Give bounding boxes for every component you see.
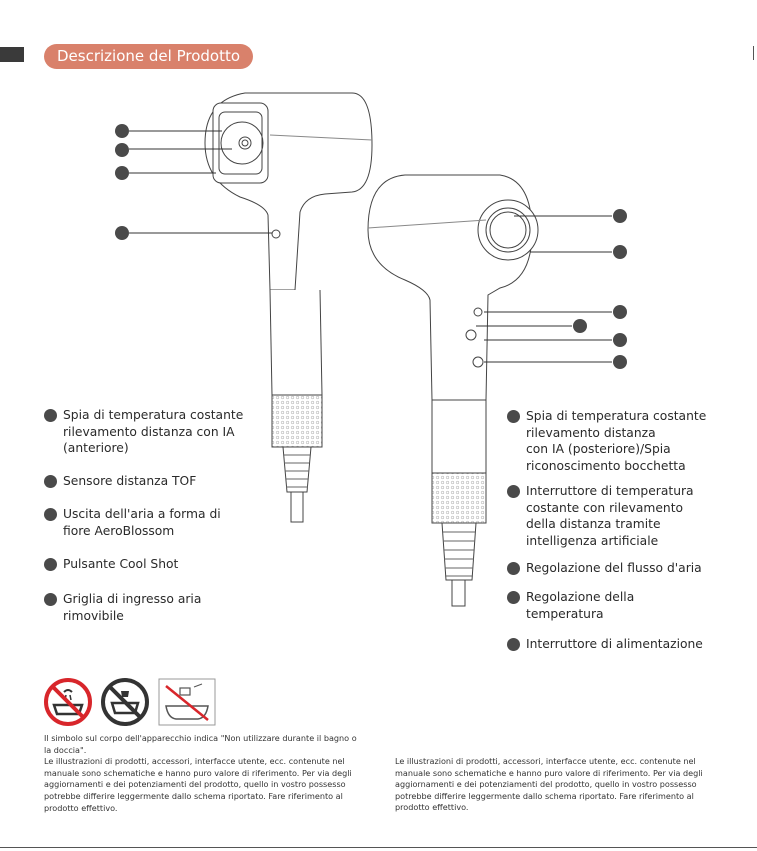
legend-marker bbox=[507, 410, 520, 423]
legend-item bbox=[507, 483, 694, 549]
dryer-front-handle bbox=[270, 290, 322, 395]
legend-label: Interruttore di alimentazione bbox=[526, 637, 703, 651]
legend-marker bbox=[507, 485, 520, 498]
legend-item bbox=[44, 591, 201, 624]
legend-label: Uscita dell'aria a forma di fiore AeroBlossom bbox=[63, 507, 221, 538]
legend-marker bbox=[44, 558, 57, 571]
dryer-back-face-outer bbox=[478, 200, 538, 260]
no-water-basin-icon bbox=[101, 678, 149, 726]
dryer-front-cable bbox=[291, 492, 303, 522]
legend-label: Regolazione della temperatura bbox=[526, 590, 635, 621]
legend-marker bbox=[44, 508, 57, 521]
legend-item bbox=[44, 407, 243, 457]
note-left: Il simbolo sul corpo dell'apparecchio indica "Non utilizzare durante il bagno o la doccia". Le illustrazioni di prodotti, accessori, interfacce utente, ecc. contenute nel manuale sono schematiche e hanno puro valore di riferimento. Per via degli aggiornamenti e dei potenziamenti del prodotto, quello in vostro possesso potrebbe differire leggermente dallo schema riportato. Fare riferimento al prodotto effettivo. bbox=[44, 733, 357, 813]
legend-label: Spia di temperatura costante rilevamento distanza con IA (posteriore)/Spia riconoscimento bocchetta bbox=[526, 409, 707, 473]
legend-label: Regolazione del flusso d'aria bbox=[526, 561, 702, 575]
dryer-back-intake-grille bbox=[432, 473, 486, 523]
legend-label: Spia di temperatura costante rilevamento distanza con IA (anteriore) bbox=[63, 408, 244, 455]
legend-label: Sensore distanza TOF bbox=[63, 474, 197, 488]
legend-item bbox=[44, 506, 221, 539]
legend-label: Interruttore di temperatura costante con rilevamento della distanza tramite intelligenza artificiale bbox=[526, 484, 694, 548]
legend-item bbox=[507, 636, 703, 653]
legend-label: Griglia di ingresso aria rimovibile bbox=[63, 592, 202, 623]
legend-marker bbox=[507, 562, 520, 575]
no-bathtub-icon bbox=[158, 678, 216, 726]
no-bath-shower-icon bbox=[44, 678, 92, 726]
legend-marker bbox=[44, 475, 57, 488]
legend-item bbox=[507, 589, 634, 622]
legend-label: Pulsante Cool Shot bbox=[63, 557, 179, 571]
legend-marker bbox=[44, 593, 57, 606]
note-right: Le illustrazioni di prodotti, accessori, interfacce utente, ecc. contenute nel manuale sono schematiche e hanno puro valore di riferimento. Per via degli aggiornamenti e dei potenziamenti del prodotto, quello in vostro possesso potrebbe differire leggermente dallo schema riportato. Fare riferimento al prodotto effettivo. bbox=[395, 756, 703, 813]
legend-item bbox=[44, 473, 196, 490]
dryer-front-intake-grille bbox=[272, 395, 322, 447]
legend-marker bbox=[507, 591, 520, 604]
dryer-back-cable bbox=[452, 580, 465, 606]
legend-item bbox=[507, 408, 706, 474]
dryer-front-strain-relief bbox=[283, 447, 311, 492]
back-callout-markers bbox=[573, 209, 627, 369]
legend-marker bbox=[44, 409, 57, 422]
section-title: Descrizione del Prodotto bbox=[44, 44, 253, 69]
dryer-front-view bbox=[205, 93, 372, 522]
legend-item bbox=[44, 556, 178, 573]
front-callout-markers bbox=[115, 124, 129, 240]
legend-marker bbox=[507, 638, 520, 651]
legend-item bbox=[507, 560, 702, 577]
bottom-rule bbox=[0, 847, 757, 848]
